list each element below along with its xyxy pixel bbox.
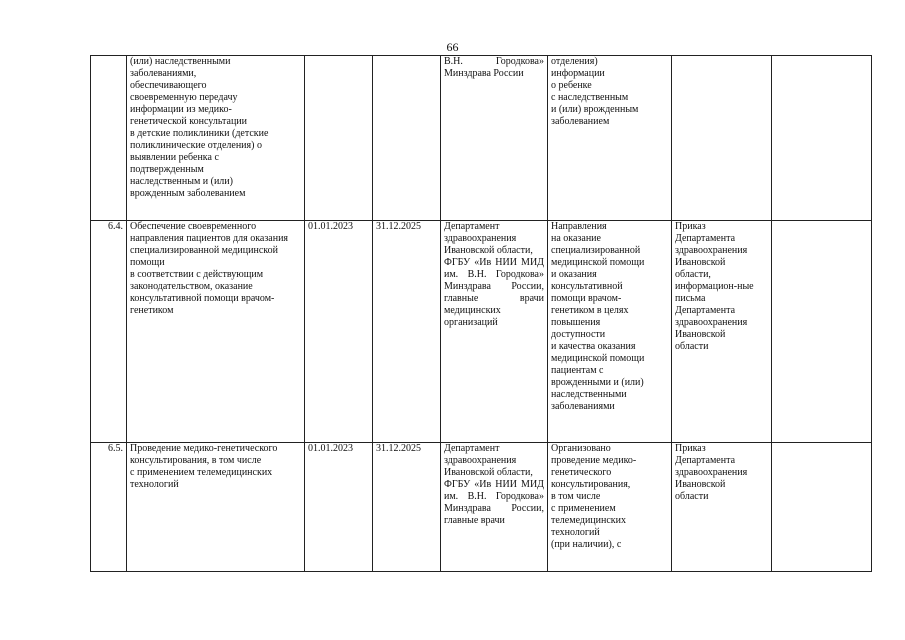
start-date-cell: 01.01.2023 (305, 221, 373, 443)
page-number: 66 (446, 40, 459, 54)
executor-line: ФГБУ «Ив НИИ МИД им. В.Н. Городкова» (444, 479, 544, 502)
end-date-cell: 31.12.2025 (373, 221, 441, 443)
event-cell: Обеспечение своевременного направления пациентов для оказания специализированной медицинской помощи в соответствии с действующим законодательством, оказание консультативной помощи врачом-генетиком (127, 221, 305, 443)
table-row (91, 443, 872, 572)
start-date-cell: 01.01.2023 (305, 443, 373, 572)
empty-cell (772, 221, 872, 443)
executor-cell (441, 443, 548, 572)
empty-cell (772, 443, 872, 572)
table-row (91, 221, 872, 443)
row-number (91, 56, 127, 221)
row-number: 6.4. (91, 221, 127, 443)
executor-line: Департамент здравоохранения Ивановской области, (444, 221, 533, 256)
result-cell: Организовано проведение медико- генетического консультирования, в том числе с применением телемедицинских технологий (при наличии), с (548, 443, 672, 572)
start-date-cell (305, 56, 373, 221)
executor-line: Департамент здравоохранения Ивановской области, (444, 443, 533, 478)
document-cell: Приказ Департамента здравоохранения Ивановской области, информацион-ные письма Департамента здравоохранения Ивановской области (672, 221, 772, 443)
document-cell: Приказ Департамента здравоохранения Ивановской области (672, 443, 772, 572)
end-date-cell (373, 56, 441, 221)
executor-line: В.Н. Городкова» (444, 56, 544, 67)
executor-line: Минздрава России, главные врачи медицинских организаций (444, 281, 544, 328)
action-plan-table (90, 55, 872, 572)
event-cell: Проведение медико-генетического консультирования, в том числе с применением телемедицинских технологий (127, 443, 305, 572)
executor-line: Минздрава России (444, 68, 524, 79)
row-number: 6.5. (91, 443, 127, 572)
executor-cell (441, 221, 548, 443)
empty-cell (772, 56, 872, 221)
document-cell (672, 56, 772, 221)
executor-cell (441, 56, 548, 221)
event-cell: (или) наследственными заболеваниями, обеспечивающего своевременную передачу информации из медико- генетической консультации в детские поликлиники (детские поликлинические отделения) о выявлении ребенка с подтвержденным наследственным и (или) врожденным заболеванием (127, 56, 305, 221)
result-cell: отделения) информации о ребенке с наследственным и (или) врожденным заболеванием (548, 56, 672, 221)
result-cell: Направления на оказание специализированной медицинской помощи и оказания консультативной помощи врачом- генетиком в целях повышения доступности и качества оказания медицинской помощи пациентам с врожденными и (или) наследственными заболеваниями (548, 221, 672, 443)
executor-line: ФГБУ «Ив НИИ МИД им. В.Н. Городкова» (444, 257, 544, 280)
executor-line: Минздрава России, главные врачи (444, 503, 544, 526)
end-date-cell: 31.12.2025 (373, 443, 441, 572)
table-row (91, 56, 872, 221)
